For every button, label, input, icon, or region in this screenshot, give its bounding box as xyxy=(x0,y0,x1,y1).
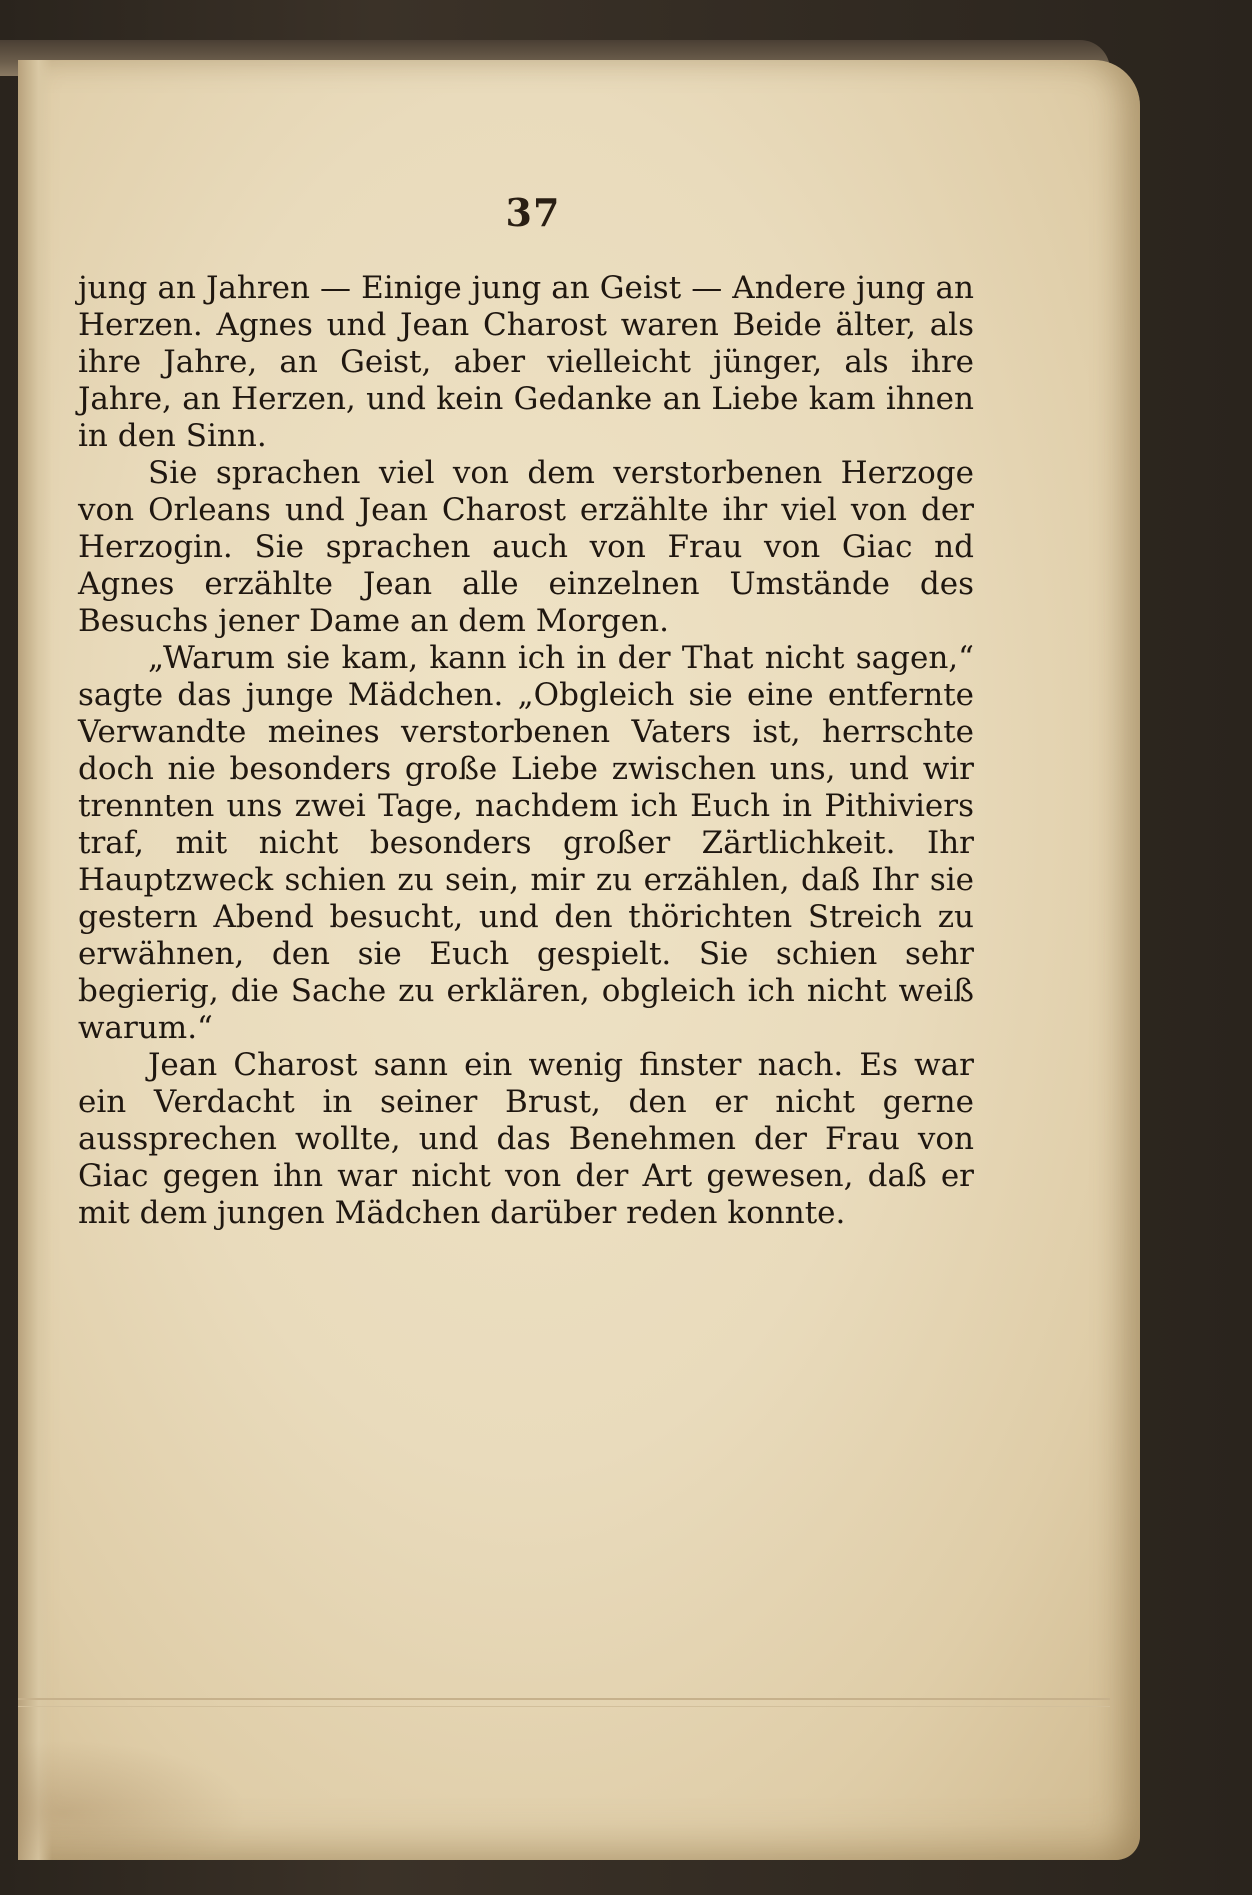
page-number: 37 xyxy=(505,190,561,235)
page-body-text xyxy=(78,270,974,1232)
paper-stain xyxy=(18,1740,248,1860)
paragraph-2: Sie sprachen viel von dem verstorbenen Herzoge von Orleans und Jean Charost erzählte ihr viel von der Herzogin. Sie sprachen auch von Frau von Giac nd Agnes erzählte Jean alle einzelnen Umstände des Besuchs jener Dame an dem Morgen. xyxy=(78,455,974,639)
paragraph-4: Jean Charost sann ein wenig finster nach. Es war ein Verdacht in seiner Brust, den er nicht gerne aussprechen wollte, und das Benehmen der Frau von Giac gegen ihn war nicht von der Art gewesen, daß er mit dem jungen Mädchen darüber reden konnte. xyxy=(78,1047,974,1231)
page-fold-line-secondary xyxy=(18,1706,1110,1707)
paragraph-1: jung an Jahren — Einige jung an Geist — Andere jung an Herzen. Agnes und Jean Charost waren Beide älter, als ihre Jahre, an Geist, aber vielleicht jünger, als ihre Jahre, an Herzen, und kein Gedanke an Liebe kam ihnen in den Sinn. xyxy=(78,270,974,454)
page-fold-line xyxy=(18,1698,1110,1700)
book-page xyxy=(18,60,1140,1860)
paragraph-3: „Warum sie kam, kann ich in der That nicht sagen,“ sagte das junge Mädchen. „Obgleich sie eine entfernte Verwandte meines verstorbenen Vaters ist, herrschte doch nie besonders große Liebe zwischen uns, und wir trennten uns zwei Tage, nachdem ich Euch in Pithiviers traf, mit nicht besonders großer Zärtlichkeit. Ihr Hauptzweck schien zu sein, mir zu erzählen, daß Ihr sie gestern Abend besucht, und den thörichten Streich zu erwähnen, den sie Euch gespielt. Sie schien sehr begierig, die Sache zu erklären, obgleich ich nicht weiß warum.“ xyxy=(78,640,974,1046)
page-gutter xyxy=(18,60,52,1860)
